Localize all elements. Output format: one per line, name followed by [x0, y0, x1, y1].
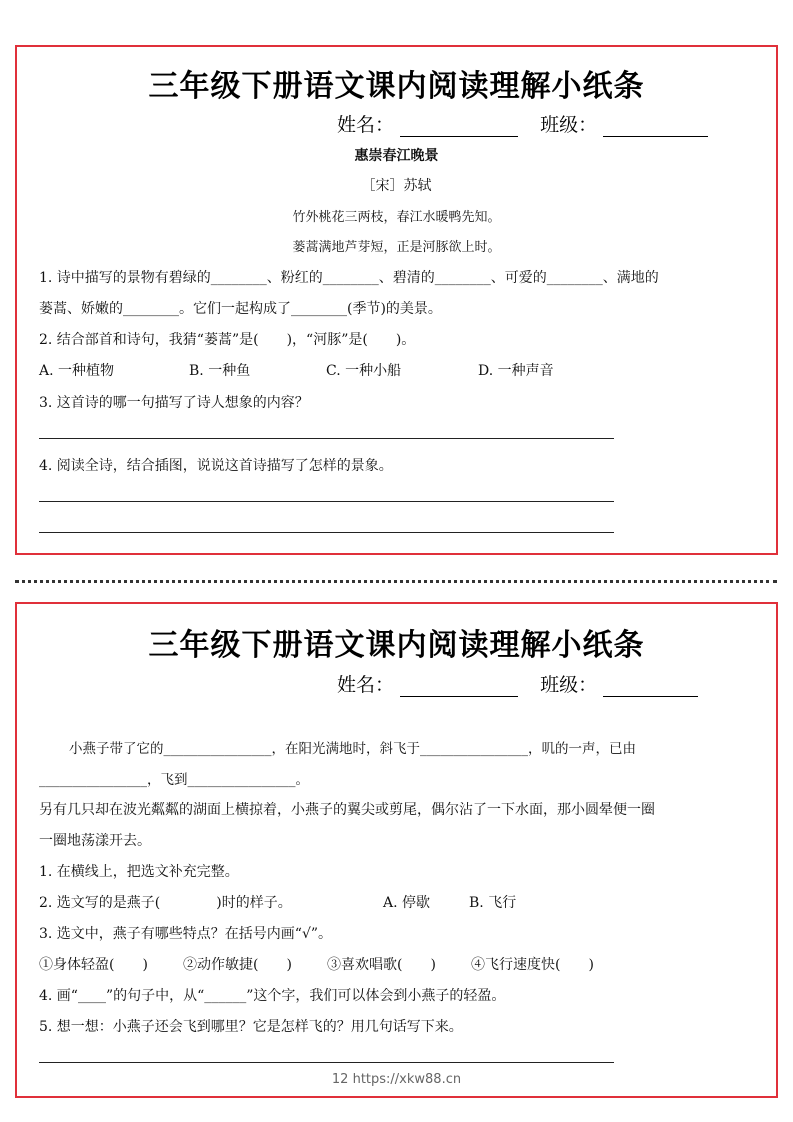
- card-title: 三年级下册语文课内阅读理解小纸条: [148, 628, 645, 663]
- question-2: 2. 选文写的是燕子( )时的样子。: [39, 895, 292, 911]
- question-2: 2. 结合部首和诗句，我猜“蒌蒿”是( )，“河豚”是( )。: [39, 332, 416, 348]
- passage-line-1: 小燕子带了它的________________，在阳光满地时，斜飞于________________，叽的一声，已由: [69, 741, 636, 757]
- question-3: 3. 这首诗的哪一句描写了诗人想象的内容？: [39, 395, 309, 411]
- passage-line-2: ________________，飞到________________。: [39, 772, 309, 788]
- class-field[interactable]: [603, 118, 708, 137]
- question-4: 4. 阅读全诗，结合插图，说说这首诗描写了怎样的景象。: [39, 458, 393, 474]
- question-5: 5. 想一想：小燕子还会飞到哪里？它是怎样飞的？用几句话写下来。: [39, 1019, 463, 1035]
- worksheet-card-2: [15, 602, 778, 1098]
- name-class-row: [337, 110, 708, 137]
- name-field[interactable]: [400, 678, 518, 697]
- poem-line: 蒌蒿满地芦芽短，正是河豚欲上时。: [292, 240, 501, 255]
- name-label: 姓名：: [337, 114, 395, 136]
- class-field[interactable]: [603, 678, 698, 697]
- check-option-2: ②动作敏捷( ): [183, 957, 292, 973]
- answer-line[interactable]: [39, 532, 614, 533]
- check-option-1: ①身体轻盈( ): [39, 957, 148, 973]
- option-b: B. 飞行: [469, 895, 517, 911]
- card-title: 三年级下册语文课内阅读理解小纸条: [148, 69, 645, 104]
- answer-line[interactable]: [39, 1062, 614, 1063]
- poem-author: ［宋］苏轼: [361, 178, 432, 194]
- check-option-4: ④飞行速度快( ): [471, 957, 594, 973]
- check-option-3: ③喜欢唱歌( ): [327, 957, 436, 973]
- answer-line[interactable]: [39, 438, 614, 439]
- option-d: D. 一种声音: [478, 363, 554, 379]
- passage-line-4: 一圈地荡漾开去。: [39, 833, 151, 849]
- option-c: C. 一种小船: [326, 363, 402, 379]
- name-class-row: [337, 670, 698, 697]
- question-1-line-2: 蒌蒿、娇嫩的________。它们一起构成了________(季节)的美景。: [39, 301, 442, 317]
- option-b: B. 一种鱼: [189, 363, 251, 379]
- name-field[interactable]: [400, 118, 518, 137]
- worksheet-card-1: [15, 45, 778, 555]
- passage-line-3: 另有几只却在波光粼粼的湖面上横掠着，小燕子的翼尖或剪尾，偶尔沾了一下水面，那小圆晕便一圈: [39, 802, 655, 818]
- page-footer: 12 https://xkw88.cn: [331, 1072, 462, 1087]
- cut-line-divider: [15, 580, 777, 583]
- question-3: 3. 选文中，燕子有哪些特点？在括号内画“√”。: [39, 926, 333, 942]
- question-4: 4. 画“____”的句子中，从“______”这个字，我们可以体会到小燕子的轻盈。: [39, 988, 506, 1004]
- name-label: 姓名：: [337, 674, 395, 696]
- option-a: A. 停歇: [383, 895, 431, 911]
- class-label: 班级：: [540, 674, 598, 696]
- answer-line[interactable]: [39, 501, 614, 502]
- poem-title: 惠崇春江晚景: [354, 148, 439, 164]
- question-1: 1. 在横线上，把选文补充完整。: [39, 864, 239, 880]
- poem-line: 竹外桃花三两枝，春江水暖鸭先知。: [292, 210, 501, 225]
- option-a: A. 一种植物: [39, 363, 115, 379]
- class-label: 班级：: [540, 114, 598, 136]
- question-1-line-1: 1. 诗中描写的景物有碧绿的________、粉红的________、碧清的________、可爱的________、满地的: [39, 270, 659, 286]
